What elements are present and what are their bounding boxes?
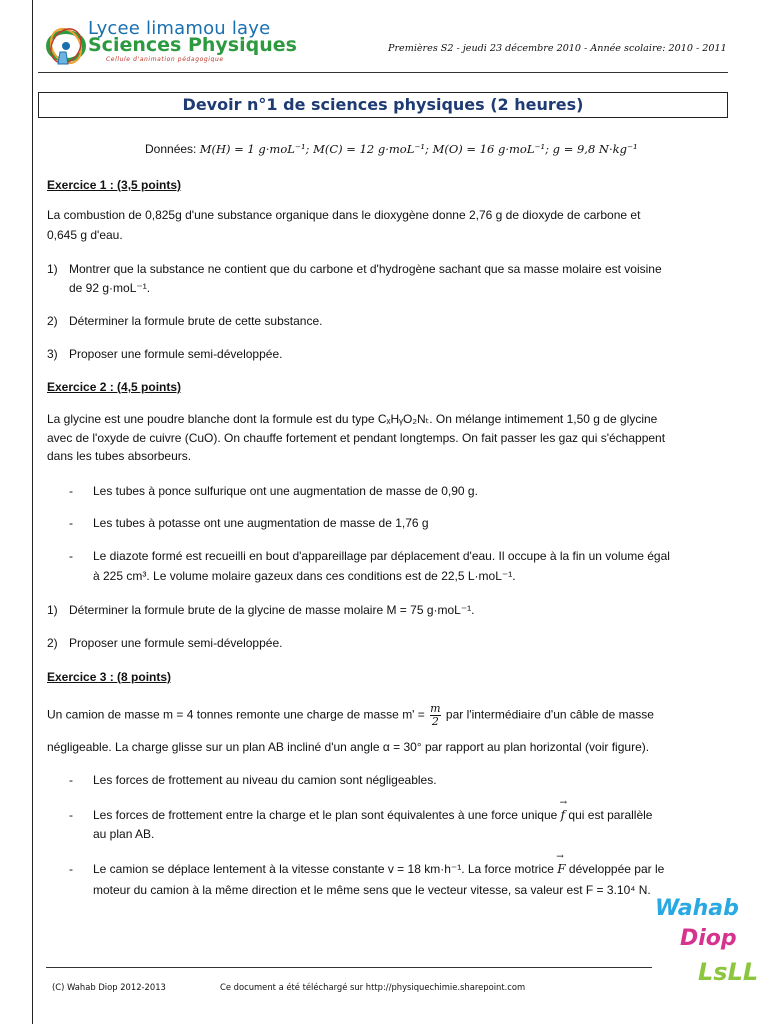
friction-vector-f: → f: [561, 808, 565, 822]
donnees-line: [145, 142, 638, 156]
bullet-dash: -: [69, 862, 73, 876]
fraction-numerator: m: [430, 702, 441, 715]
ex2-bullet-3-text-line1: Le diazote formé est recueilli en bout d'appareillage par déplacement d'eau. Il occupe à la fin un volume égal: [93, 549, 670, 563]
ex2-title: Exercice 2 : (4,5 points): [47, 380, 182, 394]
ex3-b2-part-b: qui est parallèle: [565, 808, 653, 822]
ex3-bullet-3-text-line1: [93, 862, 664, 876]
ex2-intro-line3: dans les tubes absorbeurs.: [47, 449, 192, 463]
footer-source: Ce document a été téléchargé sur http://physiquechimie.sharepoint.com: [220, 982, 526, 992]
ex2-intro-line2: avec de l'oxyde de cuivre (CuO). On chauffe fortement et pendant longtemps. On fait passer les gaz qui s'échappent: [47, 431, 666, 445]
ex2-bullet-3-text-line2: à 225 cm³. Le volume molaire gazeux dans ces conditions est de 22,5 L·moL⁻¹.: [93, 569, 516, 583]
mass-fraction: [430, 703, 440, 728]
logo-school-name: Lycee limamou laye: [88, 18, 271, 39]
ex1-q2-text: Déterminer la formule brute de cette substance.: [69, 314, 323, 328]
bullet-dash: -: [69, 516, 73, 530]
watermark-line2: Diop: [680, 926, 737, 951]
ex1-intro-line1: La combustion de 0,825g d'une substance organique dans le dioxygène donne 2,76 g de dioxyde de carbone et: [47, 208, 641, 222]
ex3-b3-part-a: Le camion se déplace lentement à la vitesse constante v = 18 km·h⁻¹. La force motrice: [93, 862, 558, 876]
ex3-bullet-2-text-line2: au plan AB.: [93, 827, 155, 841]
ex1-q3-number: 3): [47, 347, 58, 361]
bullet-dash: -: [69, 549, 73, 563]
ex3-intro-part-b: par l'intermédiaire d'un câble de masse: [442, 707, 654, 722]
donnees-values: M(H) = 1 g·moL⁻¹; M(C) = 12 g·moL⁻¹; M(O) = 16 g·moL⁻¹; g = 9,8 N·kg⁻¹: [199, 142, 638, 156]
ex2-intro-line1: La glycine est une poudre blanche dont la formule est du type CₓHᵧO₂Nₜ. On mélange intimement 1,50 g de glycine: [47, 412, 658, 426]
ex1-q3-text: Proposer une formule semi-développée.: [69, 347, 283, 361]
ex1-q2-number: 2): [47, 314, 58, 328]
page-left-border: [32, 0, 33, 1024]
ex1-q1-text-line2: de 92 g·moL⁻¹.: [69, 281, 151, 295]
ex2-q1-number: 1): [47, 603, 58, 617]
footer-copyright: (C) Wahab Diop 2012-2013: [52, 982, 166, 992]
header-class-date: Premières S2 - jeudi 23 décembre 2010 - Année scolaire: 2010 - 2011: [388, 43, 727, 54]
ex3-title: Exercice 3 : (8 points): [47, 670, 172, 684]
motor-force-vector-F: → F: [557, 862, 565, 876]
ex1-title: Exercice 1 : (3,5 points): [47, 178, 182, 192]
school-logo: [44, 18, 297, 74]
bullet-dash: -: [69, 484, 73, 498]
page-title: Devoir n°1 de sciences physiques (2 heures): [38, 92, 728, 118]
footer-divider: [46, 967, 652, 968]
watermark-line1: Wahab: [655, 896, 739, 921]
atom-flask-icon: [44, 22, 88, 72]
ex3-b2-part-a: Les forces de frottement entre la charge et le plan sont équivalentes à une force unique: [93, 808, 561, 822]
ex1-q1-number: 1): [47, 262, 58, 276]
bullet-dash: -: [69, 808, 73, 822]
ex3-intro-line1: [47, 703, 654, 728]
ex2-bullet-2-text: Les tubes à potasse ont une augmentation de masse de 1,76 g: [93, 516, 429, 530]
ex3-bullet-3-text-line2: moteur du camion à la même direction et le même sens que le vecteur vitesse, sa valeur est F = 3.10⁴ N.: [93, 883, 651, 897]
logo-department: Sciences Physiques: [88, 34, 297, 56]
watermark-line3: LsLL: [698, 958, 759, 986]
ex3-intro-part-a: Un camion de masse m = 4 tonnes remonte une charge de masse m' =: [47, 707, 429, 722]
ex1-intro-line2: 0,645 g d'eau.: [47, 228, 123, 242]
logo-tagline: Cellule d'animation pédagogique: [106, 56, 224, 63]
ex1-q1-text-line1: Montrer que la substance ne contient que du carbone et d'hydrogène sachant que sa masse molaire est voisine: [69, 262, 662, 276]
donnees-label: Données:: [145, 142, 200, 156]
ex2-q2-number: 2): [47, 636, 58, 650]
ex3-bullet-2-text-line1: [93, 808, 652, 822]
ex2-q1-text: Déterminer la formule brute de la glycine de masse molaire M = 75 g·moL⁻¹.: [69, 603, 475, 617]
ex3-bullet-1-text: Les forces de frottement au niveau du camion sont négligeables.: [93, 773, 437, 787]
ex3-b3-part-b: développée par le: [565, 862, 665, 876]
ex2-q2-text: Proposer une formule semi-développée.: [69, 636, 283, 650]
ex2-bullet-1-text: Les tubes à ponce sulfurique ont une augmentation de masse de 0,90 g.: [93, 484, 478, 498]
header-divider: [38, 72, 728, 73]
ex3-intro-line2: négligeable. La charge glisse sur un plan AB incliné d'un angle α = 30° par rapport au plan horizontal (voir figure).: [47, 740, 650, 754]
fraction-denominator: 2: [431, 715, 439, 728]
bullet-dash: -: [69, 773, 73, 787]
